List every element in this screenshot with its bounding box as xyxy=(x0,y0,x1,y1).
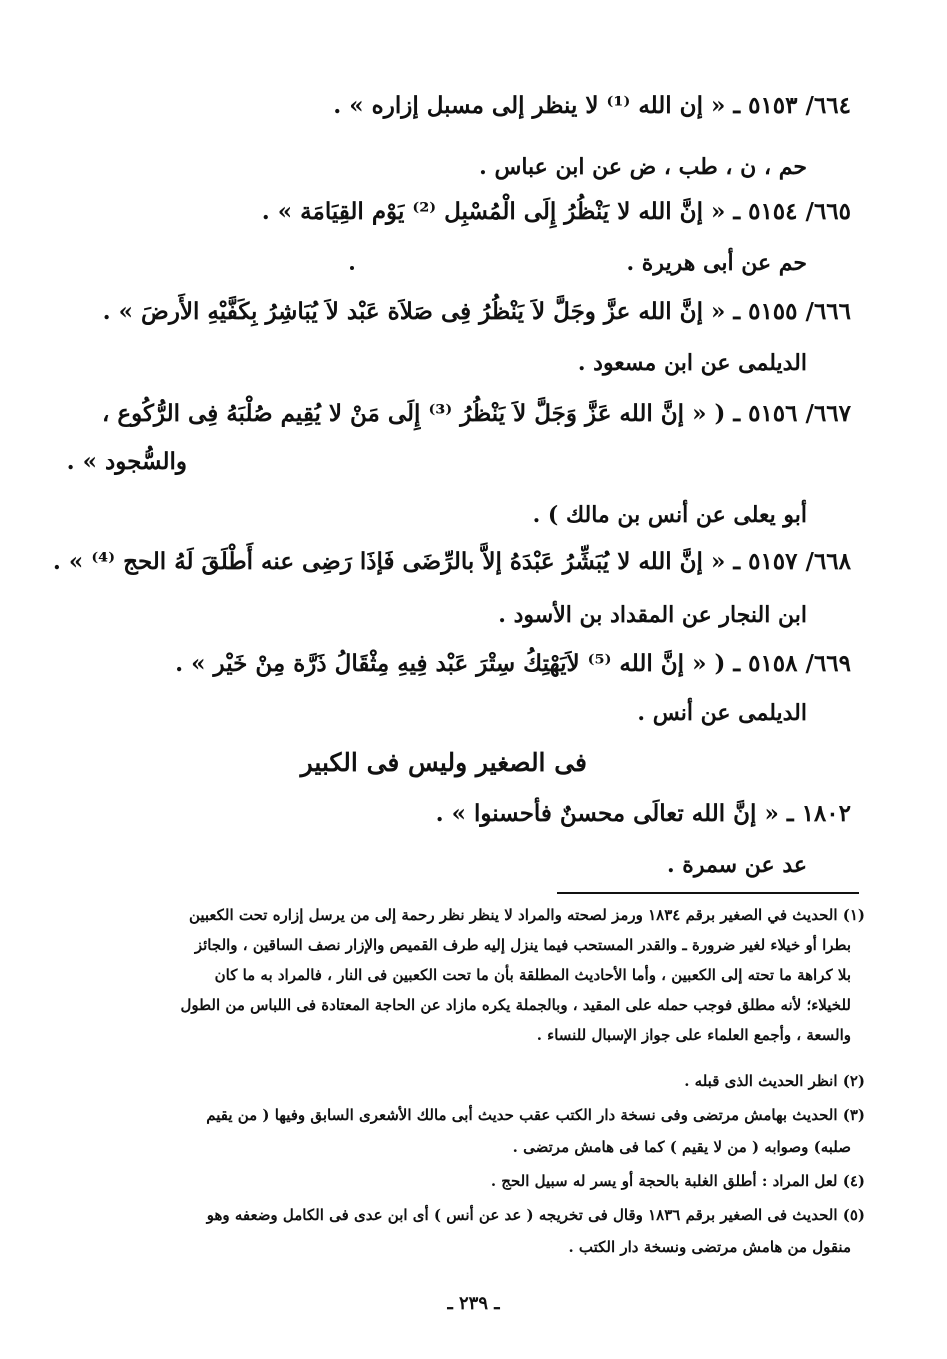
hadith-source-667: أبو يعلى عن أنس بن مالك ) . xyxy=(532,502,807,528)
hadith-continuation-667: والسُّجود » . xyxy=(66,448,187,475)
footnote-1-line-5: والسعة ، وأجمع العلماء على جواز الإسبال للنساء . xyxy=(536,1026,851,1044)
hadith-source-665: حم عن أبى هريرة . xyxy=(626,250,807,276)
hadith-source-664: حم ، ن ، طب ، ض عن ابن عباس . xyxy=(479,154,807,180)
footnote-1-line-1: (١) الحديث في الصغير برقم ١٨٣٤ ورمز لصحته والمراد لا ينظر نظر رحمة إلى من يرسل إزاره تحت الكعبين xyxy=(188,906,865,924)
footnote-1-line-4: للخيلاء؛ لأنه مطلق فوجب حمله على المقيد ، وبالجملة يكره مازاد عن الحاجة المعتادة فى اللباس من الطول xyxy=(180,996,851,1014)
hadith-source-668: ابن النجار عن المقداد بن الأسود . xyxy=(498,602,807,628)
footnote-3-line-2: صلبه) وصوابه ( من لا يقيم ) كما فى هامش مرتضى . xyxy=(512,1138,851,1156)
hadith-text-665: ٦٦٥/ ٥١٥٤ ـ « إنَّ الله لا يَنْظُرُ إِلَى الْمُسْبِل ⁽²⁾ يَوْم القِيَامَة » . xyxy=(261,198,851,225)
print-speck xyxy=(350,266,354,270)
page-number: ـ ٢٣٩ ـ xyxy=(447,1293,500,1314)
section-entry-source: عد عن سمرة . xyxy=(666,852,807,878)
footnote-1-line-2: بطرا أو خيلاء لغير ضرورة ـ والقدر المستحب فيما ينزل إليه طرف القميص والإزار نصف الساقين ، والجائز xyxy=(194,936,851,954)
footnote-5-line-1: (٥) الحديث فى الصغير برقم ١٨٣٦ وقال فى تخريجه ( عد عن أنس ) أى ابن عدى فى الكامل وضعفه وهو xyxy=(206,1206,865,1224)
footnote-separator xyxy=(557,892,859,894)
footnote-3-line-1: (٣) الحديث بهامش مرتضى وفى نسخة دار الكتب عقب حديث أبى مالك الأشعرى السابق وفيها ( من يقيم xyxy=(206,1106,865,1124)
hadith-source-669: الديلمى عن أنس . xyxy=(637,700,807,726)
section-entry-text: ١٨٠٢ ـ « إنَّ الله تعالَى محسنٌ فأحسنوا » . xyxy=(435,800,851,827)
footnote-4-line-1: (٤) لعل المراد : أطلق الغلبة بالحجة أو يسر له سبيل الحج . xyxy=(490,1172,865,1190)
footnote-1-line-3: بلا كراهة ما تحته إلى الكعبين ، وأما الأحاديث المطلقة بأن ما تحت الكعبين فى النار ، فالمراد به ما كان xyxy=(214,966,851,984)
hadith-text-668: ٦٦٨/ ٥١٥٧ ـ « إنَّ الله لا يُبَشِّرُ عَبْدَهُ إلاَّ بالرِّضَى فَإذَا رَضِى عنه أَطْلَقَ لَهُ الحج ⁽⁴⁾ » . xyxy=(52,548,851,575)
footnote-2-line-1: (٢) انظر الحديث الذى قبله . xyxy=(684,1072,865,1090)
hadith-text-666: ٦٦٦/ ٥١٥٥ ـ « إنَّ الله عزَّ وجَلَّ لاَ يَنْظُرُ فِى صَلاَة عَبْد لاَ يُبَاشِرُ بِكَفَّيْهِ الأَرضَ » . xyxy=(102,298,851,325)
section-heading: فى الصغير وليس فى الكبير xyxy=(300,748,587,777)
hadith-text-667: ٦٦٧/ ٥١٥٦ ـ ( « إنَّ الله عَزَّ وَجَلَّ لاَ يَنْظُرُ ⁽³⁾ إِلَى مَنْ لا يُقِيم صُلْبَهُ فِى الرُّكُوع ، xyxy=(101,400,851,427)
hadith-source-666: الديلمى عن ابن مسعود . xyxy=(577,350,807,376)
hadith-text-664: ٦٦٤/ ٥١٥٣ ـ « إن الله ⁽¹⁾ لا ينظر إلى مسبل إزاره » . xyxy=(333,92,851,119)
hadith-text-669: ٦٦٩/ ٥١٥٨ ـ ( « إنَّ الله ⁽⁵⁾ لاَيَهْتِكُ سِتْرَ عَبْد فِيهِ مِثْقَالُ ذَرَّة مِنْ خَيْر » . xyxy=(175,650,851,677)
footnote-5-line-2: منقول من هامش مرتضى ونسخة دار الكتب . xyxy=(568,1238,851,1256)
